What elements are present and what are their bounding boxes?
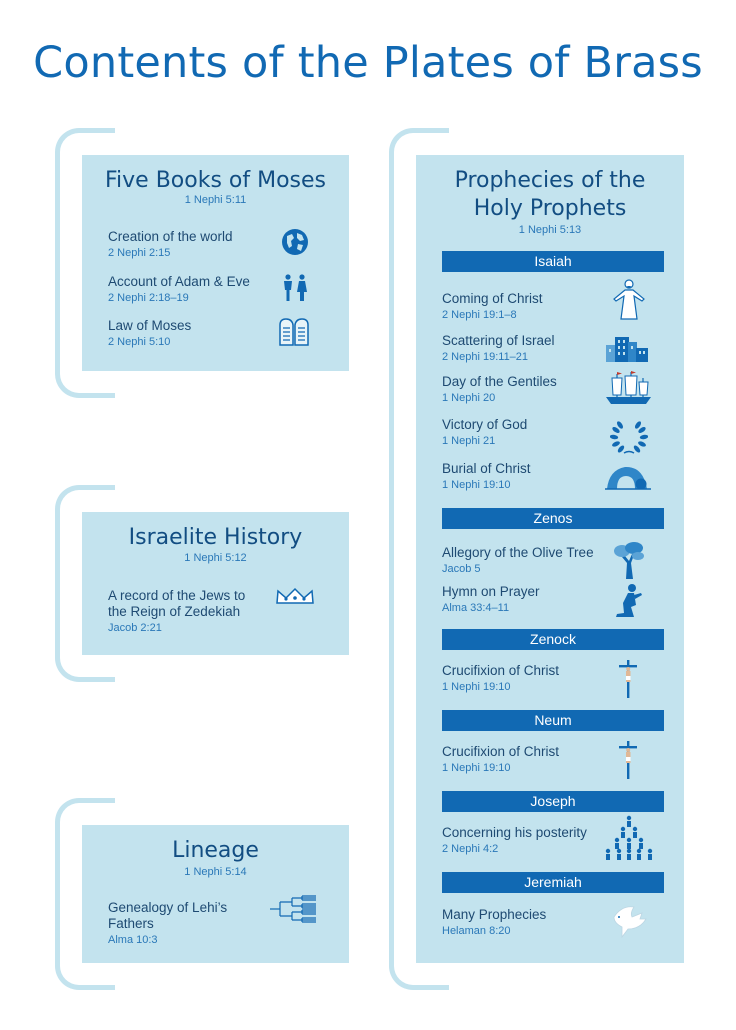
list-item xyxy=(442,417,527,448)
page-title: Contents of the Plates of Brass xyxy=(33,38,703,88)
item-reference: 2 Nephi 19:11–21 xyxy=(442,351,529,363)
panel-title-line1: Prophecies of the xyxy=(454,168,646,193)
panel-reference: 1 Nephi 5:14 xyxy=(184,866,247,878)
item-name: Crucifixion of Christ xyxy=(442,744,560,759)
item-reference: 2 Nephi 2:15 xyxy=(108,247,171,259)
panel-reference: 1 Nephi 5:13 xyxy=(518,224,582,236)
item-reference: 2 Nephi 2:18–19 xyxy=(108,292,189,304)
list-item xyxy=(442,744,559,775)
item-reference: Alma 10:3 xyxy=(108,934,158,946)
list-item xyxy=(442,291,543,322)
item-name: Creation of the world xyxy=(108,229,233,244)
crucifix-icon xyxy=(617,660,639,698)
prophet-header-zenock: Zenock xyxy=(442,629,664,650)
list-item xyxy=(442,333,555,364)
item-reference: 1 Nephi 21 xyxy=(442,435,496,447)
list-item xyxy=(108,274,250,305)
man-woman-icon xyxy=(280,274,310,302)
item-name: Scattering of Israel xyxy=(442,333,555,348)
city-buildings-icon xyxy=(605,333,649,363)
item-name-line1: A record of the Jews to xyxy=(108,588,246,603)
prophet-header-isaiah: Isaiah xyxy=(442,251,664,272)
item-reference: 1 Nephi 19:10 xyxy=(442,762,511,774)
list-item xyxy=(108,318,191,349)
item-reference: 2 Nephi 5:10 xyxy=(108,336,171,348)
item-name: Allegory of the Olive Tree xyxy=(442,545,594,560)
item-name: Hymn on Prayer xyxy=(442,584,540,599)
crucifix-icon xyxy=(617,741,639,779)
item-reference: 1 Nephi 19:10 xyxy=(442,479,511,491)
list-item xyxy=(108,588,245,635)
list-item xyxy=(442,825,587,856)
globe-icon xyxy=(280,227,310,257)
list-item xyxy=(442,663,559,694)
item-reference: Alma 33:4–11 xyxy=(442,602,510,614)
list-item xyxy=(442,907,546,938)
olive-tree-icon xyxy=(612,541,646,579)
list-item xyxy=(108,900,227,947)
item-name: Law of Moses xyxy=(108,318,192,333)
item-name: Account of Adam & Eve xyxy=(108,274,250,289)
sailing-ship-icon xyxy=(603,370,653,408)
item-name: Concerning his posterity xyxy=(442,825,587,840)
laurel-wreath-icon xyxy=(610,418,648,456)
item-name-line1: Genealogy of Lehi’s xyxy=(108,900,228,915)
item-reference: 2 Nephi 4:2 xyxy=(442,843,499,855)
prophet-header-zenos: Zenos xyxy=(442,508,664,529)
item-name: Many Prophecies xyxy=(442,907,547,922)
list-item xyxy=(442,545,594,576)
kneeling-prayer-icon xyxy=(612,583,644,619)
list-item xyxy=(442,374,557,405)
panel-israelite-history xyxy=(82,512,349,655)
item-reference: 1 Nephi 19:10 xyxy=(442,681,511,693)
item-name: Crucifixion of Christ xyxy=(442,663,560,678)
panel-reference: 1 Nephi 5:11 xyxy=(184,194,247,206)
item-name: Day of the Gentiles xyxy=(442,374,557,389)
item-name-line2: Fathers xyxy=(108,916,154,931)
dove-icon xyxy=(610,903,648,939)
prophet-header-jeremiah: Jeremiah xyxy=(442,872,664,893)
list-item xyxy=(442,584,540,615)
item-reference: 1 Nephi 20 xyxy=(442,392,496,404)
panel-title-line2: Holy Prophets xyxy=(473,196,627,221)
item-name-line2: the Reign of Zedekiah xyxy=(108,604,241,619)
tomb-icon xyxy=(605,464,651,490)
panel-lineage xyxy=(82,825,349,963)
stone-tablets-icon xyxy=(278,317,310,347)
panel-reference: 1 Nephi 5:12 xyxy=(184,552,247,564)
christ-figure-icon xyxy=(612,279,646,321)
item-name: Victory of God xyxy=(442,417,528,432)
item-reference: 2 Nephi 19:1–8 xyxy=(442,309,517,321)
panel-five-books-of-moses xyxy=(82,155,349,371)
item-reference: Helaman 8:20 xyxy=(442,925,511,937)
item-name: Coming of Christ xyxy=(442,291,543,306)
people-pyramid-icon xyxy=(603,815,655,861)
prophet-header-neum: Neum xyxy=(442,710,664,731)
list-item xyxy=(442,461,531,492)
list-item xyxy=(108,229,233,260)
panel-title: Five Books of Moses xyxy=(104,168,327,193)
panel-title: Lineage xyxy=(172,838,259,863)
prophet-header-joseph: Joseph xyxy=(442,791,664,812)
item-name: Burial of Christ xyxy=(442,461,531,476)
panel-title: Israelite History xyxy=(128,525,303,550)
crown-icon xyxy=(275,587,315,605)
item-reference: Jacob 2:21 xyxy=(108,622,162,634)
item-reference: Jacob 5 xyxy=(442,563,481,575)
family-tree-icon xyxy=(268,895,320,923)
